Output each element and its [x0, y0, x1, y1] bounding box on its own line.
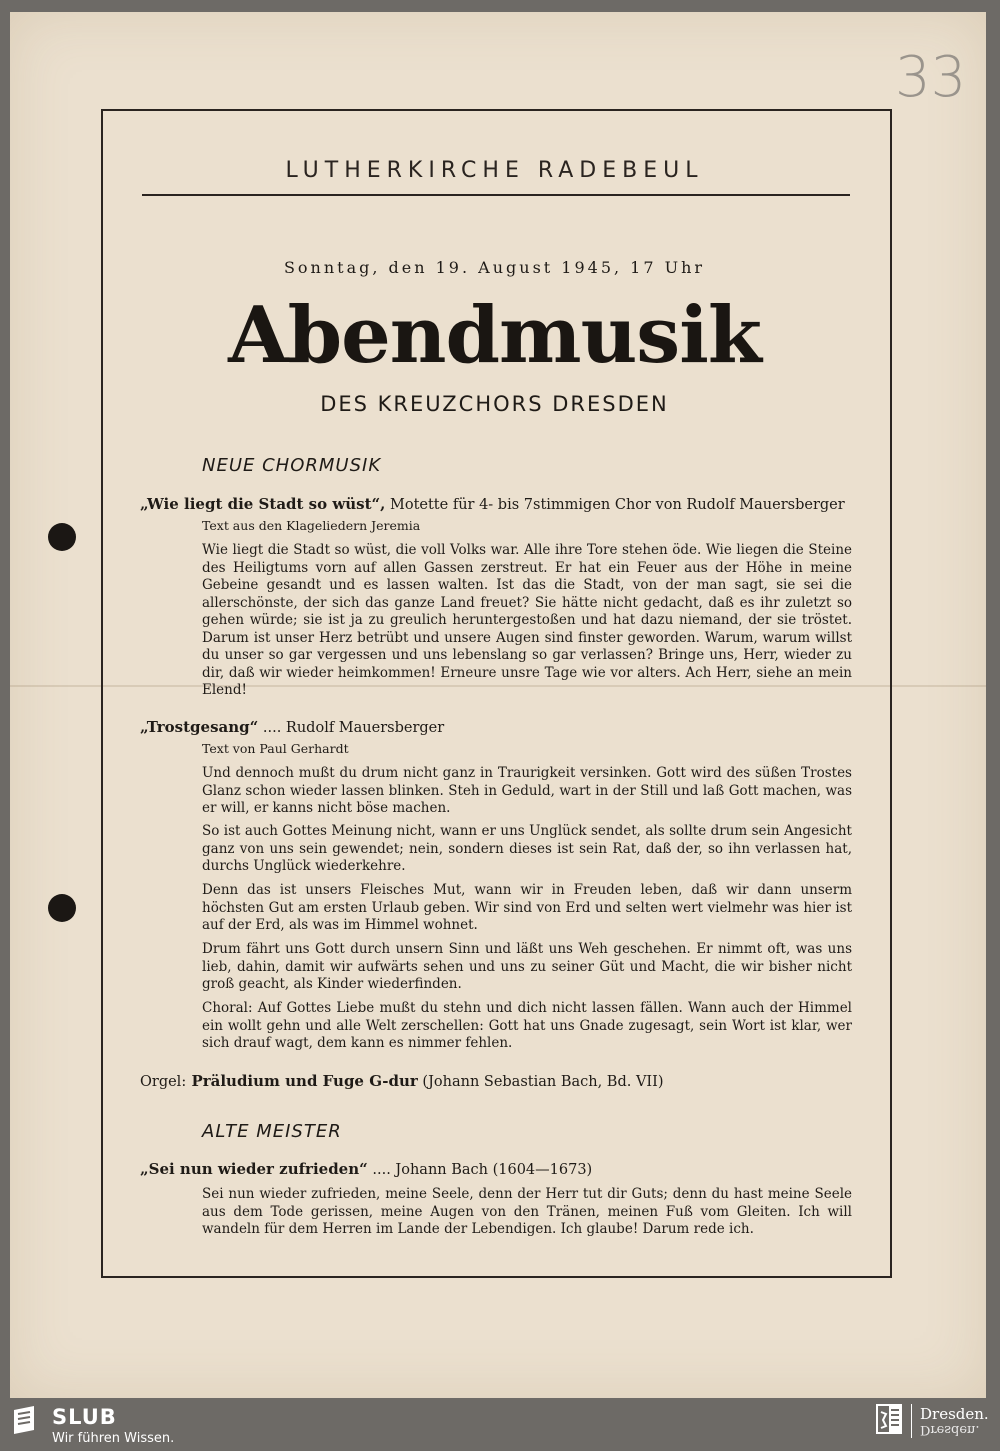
- lyrics-paragraph: Sei nun wieder zufrieden, meine Seele, denn der Herr tut dir Guts; denn du hast meine Seele aus dem Tode gerissen, meine Augen von den Tränen, meinen Fuß vom Gleiten. Ich will wandeln für dem Herren im Lande der Lebendigen. Ich glaube! Darum rede ich.: [202, 1186, 852, 1237]
- section-heading-alte-meister: ALTE MEISTER: [202, 1121, 342, 1142]
- header-rule: [142, 194, 850, 196]
- piece-title: „Sei nun wieder zufrieden“: [140, 1160, 368, 1178]
- piece-text-source: Text von Paul Gerhardt: [202, 741, 349, 756]
- lyrics-paragraph: Wie liegt die Stadt so wüst, die voll Volks war. Alle ihre Tore stehen öde. Wie liegen die Steine des Heiligtums vorn auf allen Gassen zerstreut. Er hat ein Feuer aus der Höhe in meine Gebeine gesandt und es lassen walten. Ist das die Stadt, von der man sagt, sie sei die allerschönste, der sich das ganze Land freuet? Sie hätte nicht gedacht, daß es ihr zuletzt so gehen würde; sie ist ja zu greulich heruntergestoßen und hat dazu niemand, der sie tröstet. Darum ist unser Herz betrübt und unsere Augen sind finster geworden. Warum, warum willst du unser so gar vergessen und uns lebenslang so gar verlassen? Bringe uns, Herr, wieder zu dir, daß wir wieder heimkommen! Erneure unsre Tage wie vor alters. Ach Herr, siehe an mein Elend!: [202, 542, 852, 698]
- piece-title: „Trostgesang“: [140, 718, 259, 736]
- dresden-coat-of-arms-icon: [876, 1404, 902, 1434]
- viewer-footer: [0, 1398, 1000, 1451]
- dresden-logo-mirror: Dresden.: [920, 1422, 980, 1437]
- piece-composer: .... Rudolf Mauersberger: [258, 720, 445, 736]
- organ-line: [140, 1072, 860, 1090]
- organ-composer: (Johann Sebastian Bach, Bd. VII): [417, 1074, 664, 1090]
- organ-piece-title: Präludium und Fuge G-dur: [186, 1072, 418, 1090]
- punch-hole-bottom: [48, 894, 76, 922]
- punch-hole-top: [48, 523, 76, 551]
- dresden-logo-text[interactable]: Dresden.: [920, 1405, 989, 1423]
- piece-composer: .... Johann Bach (1604—1673): [367, 1162, 593, 1178]
- organization-name: LUTHERKIRCHE RADEBEUL: [285, 158, 704, 183]
- lyrics-paragraph: So ist auch Gottes Meinung nicht, wann er uns Unglück sendet, als sollte drum sein Angesicht ganz von uns sein gewendet; nein, sondern dieses ist sein Rat, daß der, so ihn verlassen hat, durchs Unglück wiederkehre.: [202, 823, 852, 874]
- lyrics-paragraph: Denn das ist unsers Fleisches Mut, wann wir in Freuden leben, daß wir dann unserm höchsten Gut am ersten Urlaub geben. Wir sind von Erd und selten wert vielmehr was hier ist auf der Erd, als was im Himmel wohnet.: [202, 882, 852, 933]
- section-heading-neue-chormusik: NEUE CHORMUSIK: [202, 455, 382, 476]
- piece-title-line: [140, 718, 860, 736]
- lyrics-paragraph: Drum fährt uns Gott durch unsern Sinn und läßt uns Weh geschehen. Er nimmt oft, was uns lieb, dahin, damit wir aufwärts sehen und uns zu seiner Güt und Macht, die wir bisher nicht groß geacht, als Kinder wiederfinden.: [202, 941, 852, 992]
- archive-number: 33: [895, 45, 967, 110]
- chorale-paragraph: Choral: Auf Gottes Liebe mußt du stehn und dich nicht lassen fällen. Wann auch der Himmel ein wollt gehn und alle Welt zerschellen: Gott hat uns Gnade zugesagt, sein Wort ist klar, wer sich drauf wagt, dem kann es nimmer fehlen.: [202, 1000, 852, 1051]
- piece-title-line: [140, 1160, 860, 1178]
- footer-divider: [911, 1404, 912, 1438]
- page-subtitle: DES KREUZCHORS DRESDEN: [320, 392, 669, 416]
- lyrics-paragraph: Und dennoch mußt du drum nicht ganz in Traurigkeit versinken. Gott wird des süßen Trostes Glanz schon wieder lassen blinken. Steh in Geduld, wart in der Still und laß Gott machen, was er will, er kanns nicht böse machen.: [202, 765, 852, 816]
- piece-title-line: [140, 495, 860, 513]
- page-title: Abendmusik: [228, 290, 761, 381]
- piece-text-source: Text aus den Klageliedern Jeremia: [202, 518, 421, 533]
- concert-date: Sonntag, den 19. August 1945, 17 Uhr: [283, 258, 706, 277]
- slub-logo-icon: [12, 1406, 36, 1434]
- slub-tagline: Wir führen Wissen.: [52, 1431, 175, 1446]
- slub-name[interactable]: SLUB: [52, 1405, 117, 1429]
- piece-composer: Motette für 4- bis 7stimmigen Chor von Rudolf Mauersberger: [385, 497, 845, 513]
- organ-label: Orgel:: [140, 1074, 187, 1090]
- piece-title: „Wie liegt die Stadt so wüst“,: [140, 495, 386, 513]
